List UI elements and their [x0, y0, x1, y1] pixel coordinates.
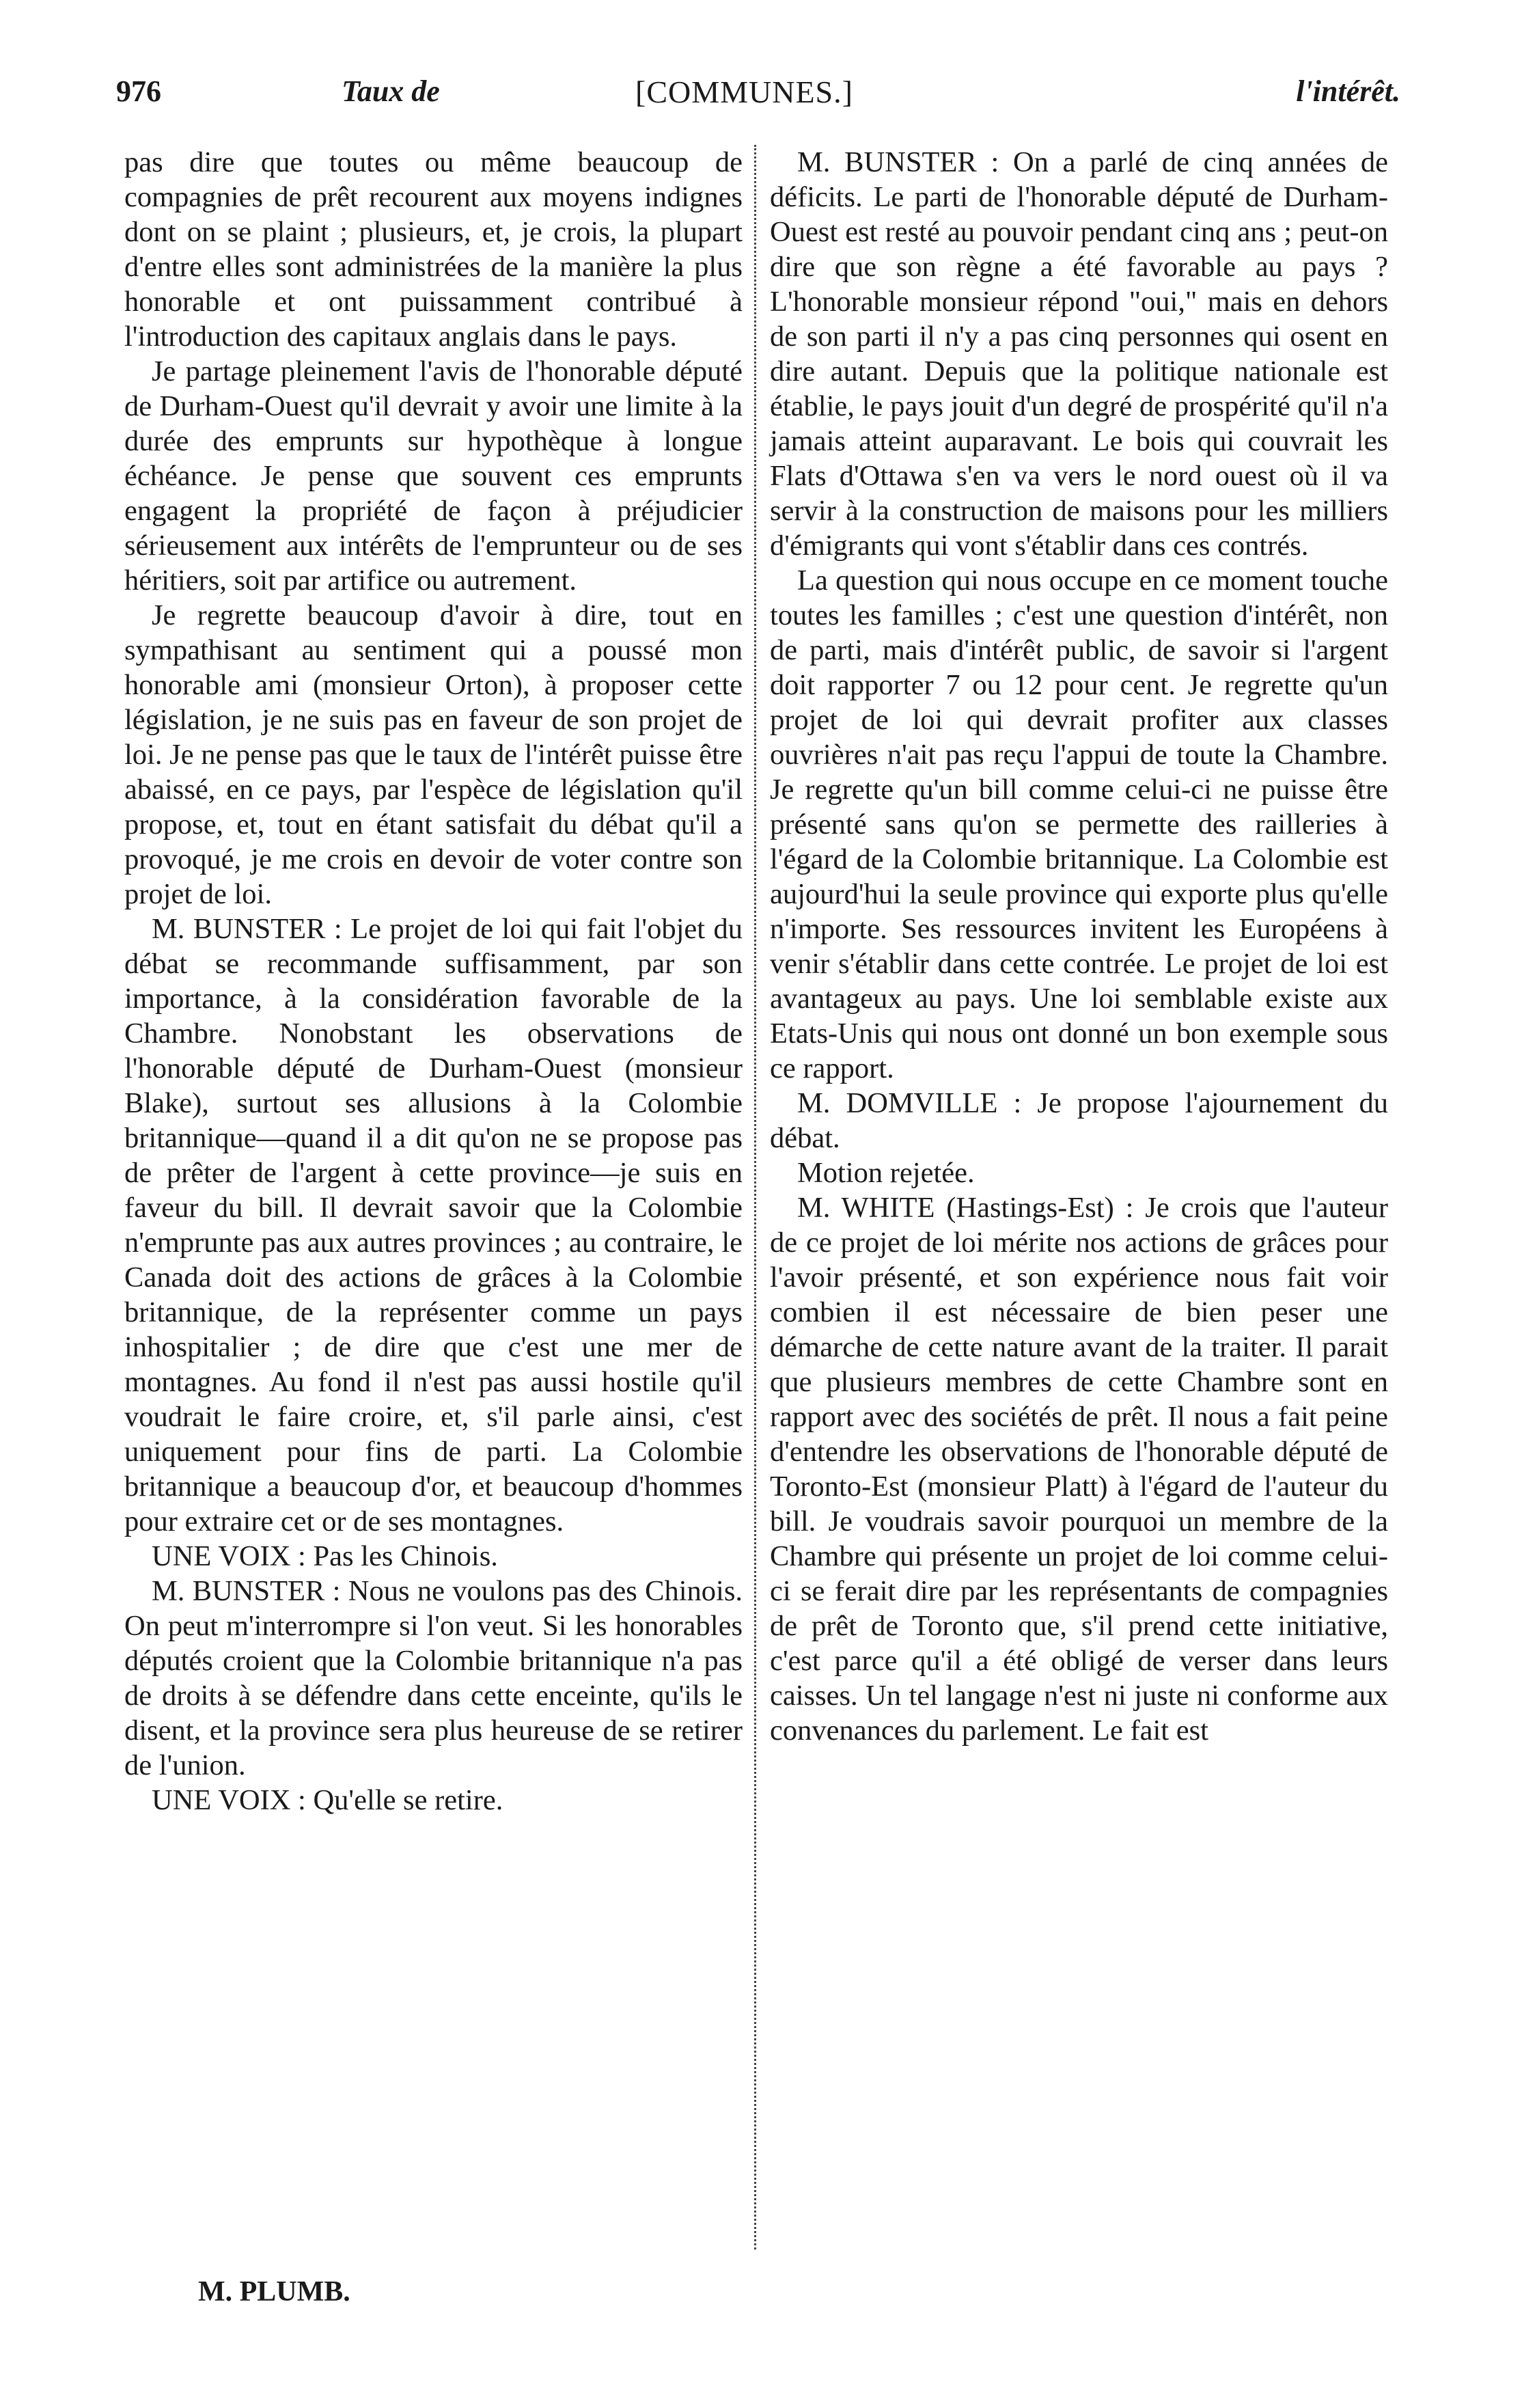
paragraph: Je partage pleinement l'avis de l'honorable député de Durham-Ouest qu'il devrait y avoir une limite à la durée des emprunts sur hypothèque à longue échéance. Je pense que souvent ces emprunts engagent la propriété de façon à préjudicier sérieusement aux intérêts de l'emprunteur ou de ses héritiers, soit par artifice ou autrement.: [124, 355, 743, 597]
paragraph: M. DOMVILLE : Je propose l'ajournement du débat.: [770, 1087, 1388, 1154]
running-head-right: l'intérêt.: [1296, 74, 1400, 108]
paragraph: UNE VOIX : Pas les Chinois.: [152, 1540, 498, 1572]
running-head-left: Taux de: [342, 74, 440, 108]
paragraph: M. BUNSTER : Le projet de loi qui fait l'objet du débat se recommande suffisamment, par son importance, à la considération favorable de la Chambre. Nonobstant les observations de l'honorable député de Durham-Ouest (monsieur Blake), surtout ses allusions à la Colombie britannique—quand il a dit qu'on ne se propose pas de prêter de l'argent à cette province—je suis en faveur du bill. Il devrait savoir que la Colombie n'emprunte pas aux autres provinces ; au contraire, le Canada doit des actions de grâces à la Colombie britannique, de la représenter comme un pays inhospitalier ; de dire que c'est une mer de montagnes. Au fond il n'est pas aussi hostile qu'il voudrait le faire croire, et, s'il parle ainsi, c'est uniquement pour fins de parti. La Colombie britannique a beaucoup d'or, et beaucoup d'hommes pour extraire cet or de ses montagnes.: [124, 913, 743, 1537]
paragraph: Motion rejetée.: [797, 1157, 975, 1189]
paragraph: UNE VOIX : Qu'elle se retire.: [152, 1784, 503, 1816]
right-column: [770, 145, 1388, 1748]
column-divider: [754, 145, 756, 2249]
paragraph: M. BUNSTER : Nous ne voulons pas des Chinois. On peut m'interrompre si l'on veut. Si les honorables députés croient que la Colombie britannique n'a pas de droits à se défendre dans cette enceinte, qu'ils le disent, et la province sera plus heureuse de se retirer de l'union.: [124, 1575, 743, 1781]
paragraph: Je regrette beaucoup d'avoir à dire, tout en sympathisant au sentiment qui a poussé mon honorable ami (monsieur Orton), à proposer cette législation, je ne suis pas en faveur de son projet de loi. Je ne pense pas que le taux de l'intérêt puisse être abaissé, en ce pays, par l'espèce de législation qu'il propose, et, tout en étant satisfait du débat qu'il a provoqué, je me crois en devoir de voter contre son projet de loi.: [124, 599, 743, 910]
paragraph: La question qui nous occupe en ce moment touche toutes les familles ; c'est une question d'intérêt, non de parti, mais d'intérêt public, de savoir si l'argent doit rapporter 7 ou 12 pour cent. Je regrette qu'un projet de loi qui devrait profiter aux classes ouvrières n'ait pas reçu l'appui de toute la Chambre. Je regrette qu'un bill comme celui-ci ne puisse être présenté sans qu'on se permette des railleries à l'égard de la Colombie britannique. La Colombie est aujourd'hui la seule province qui exporte plus qu'elle n'importe. Ses ressources invitent les Européens à venir s'établir dans cette contrée. Le projet de loi est avantageux au pays. Une loi semblable existe aux Etats-Unis qui nous ont donné un bon exemple sous ce rapport.: [770, 564, 1388, 1084]
page-header: [116, 74, 1400, 122]
paragraph: M. WHITE (Hastings-Est) : Je crois que l'auteur de ce projet de loi mérite nos actions de grâces pour l'avoir présenté, et son expérience nous fait voir combien il est nécessaire de bien peser une démarche de cette nature avant de la traiter. Il parait que plusieurs membres de cette Chambre sont en rapport avec des sociétés de prêt. Il nous a fait peine d'entendre les observations de l'honorable député de Toronto-Est (monsieur Platt) à l'égard de l'auteur du bill. Je voudrais savoir pourquoi un membre de la Chambre qui présente un projet de loi comme celui-ci se ferait dire par les représentants de compagnies de prêt de Toronto que, s'il prend cette initiative, c'est parce qu'il a été obligé de verser dans leurs caisses. Un tel langage n'est ni juste ni conforme aux convenances du parlement. Le fait est: [770, 1192, 1388, 1747]
paragraph: pas dire que toutes ou même beaucoup de compagnies de prêt recourent aux moyens indignes dont on se plaint ; plusieurs, et, je crois, la plupart d'entre elles sont administrées de la manière la plus honorable et ont puissamment contribué à l'introduction des capitaux anglais dans le pays.: [124, 146, 743, 353]
running-head-center: [COMMUNES.]: [635, 74, 853, 109]
left-column: [124, 145, 743, 1818]
paragraph: M. BUNSTER : On a parlé de cinq années de déficits. Le parti de l'honorable député de Durham-Ouest est resté au pouvoir pendant cinq ans ; peut-on dire que son règne a été favorable au pays ? L'honorable monsieur répond "oui," mais en dehors de son parti il n'y a pas cinq personnes qui osent en dire autant. Depuis que la politique nationale est établie, le pays jouit d'un degré de prospérité qu'il n'a jamais atteint auparavant. Le bois qui couvrait les Flats d'Ottawa s'en va vers le nord ouest où il va servir à la construction de maisons pour les milliers d'émigrants qui vont s'établir dans ces contrés.: [770, 146, 1388, 562]
catchword: M. PLUMB.: [198, 2276, 350, 2308]
page-number: 976: [116, 74, 161, 108]
